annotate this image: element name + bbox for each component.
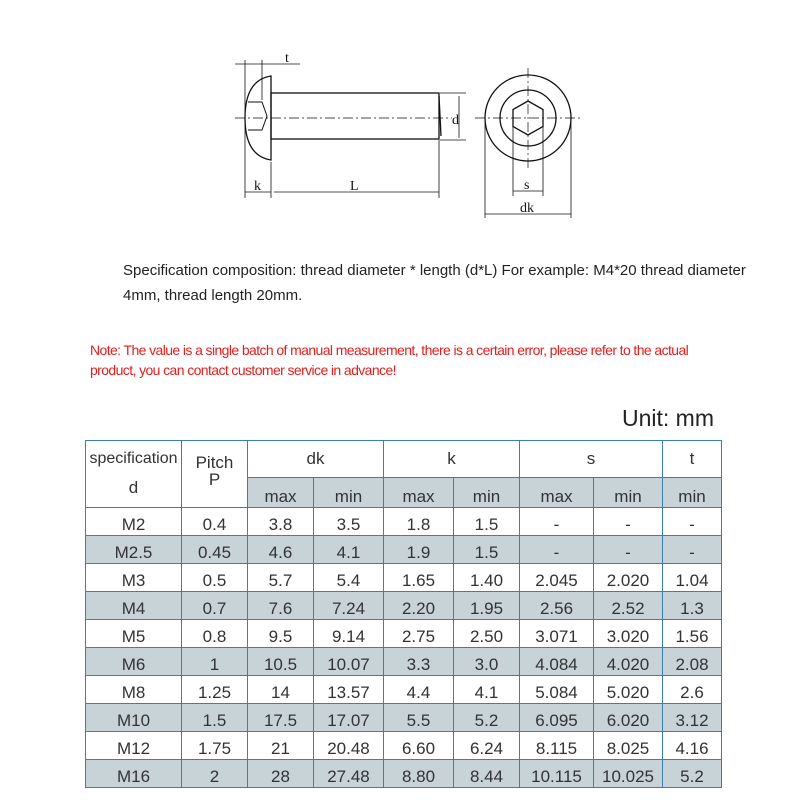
value-cell: 5.5 — [384, 704, 454, 732]
subheader-cell: max — [248, 478, 314, 508]
value-cell: 2.020 — [594, 564, 663, 592]
value-cell: - — [520, 508, 594, 536]
header-spec-label: specification — [89, 450, 178, 467]
value-cell: 0.4 — [182, 508, 248, 536]
table-row — [86, 648, 722, 676]
size-cell: M2.5 — [86, 536, 182, 564]
table-row — [86, 592, 722, 620]
value-cell: 27.48 — [314, 760, 384, 788]
subheader-cell: min — [314, 478, 384, 508]
value-cell: 3.5 — [314, 508, 384, 536]
value-cell: 5.084 — [520, 676, 594, 704]
specification-text: Specification composition: thread diameter * length (d*L) For example: M4*20 thread diameter 4mm, thread length 20mm. — [123, 262, 746, 304]
value-cell: 10.07 — [314, 648, 384, 676]
value-cell: 9.5 — [248, 620, 314, 648]
subheader-cell: max — [520, 478, 594, 508]
value-cell: 0.5 — [182, 564, 248, 592]
value-cell: 8.44 — [454, 760, 520, 788]
value-cell: 5.2 — [454, 704, 520, 732]
size-cell: M12 — [86, 732, 182, 760]
value-cell: 5.2 — [663, 760, 722, 788]
value-cell: 2 — [182, 760, 248, 788]
value-cell: 8.025 — [594, 732, 663, 760]
value-cell: 17.07 — [314, 704, 384, 732]
value-cell: 1.5 — [454, 508, 520, 536]
value-cell: 28 — [248, 760, 314, 788]
table-row — [86, 676, 722, 704]
header-specification — [86, 441, 182, 508]
value-cell: 5.4 — [314, 564, 384, 592]
value-cell: 6.020 — [594, 704, 663, 732]
value-cell: 1.04 — [663, 564, 722, 592]
value-cell: 5.020 — [594, 676, 663, 704]
value-cell: 3.071 — [520, 620, 594, 648]
value-cell: - — [520, 536, 594, 564]
value-cell: 1.40 — [454, 564, 520, 592]
value-cell: 7.24 — [314, 592, 384, 620]
subheader-cell: max — [384, 478, 454, 508]
header-pitch-label: Pitch — [195, 453, 234, 472]
value-cell: 10.115 — [520, 760, 594, 788]
label-L: L — [350, 179, 359, 194]
header-k: k — [384, 441, 520, 478]
subheader-cell: min — [663, 478, 722, 508]
value-cell: 10.025 — [594, 760, 663, 788]
value-cell: 17.5 — [248, 704, 314, 732]
measurement-note: Note: The value is a single batch of manual measurement, there is a certain error, please refer to the actual product, you can contact customer service in advance! — [90, 342, 689, 378]
size-cell: M10 — [86, 704, 182, 732]
label-t: t — [285, 51, 289, 66]
value-cell: 0.8 — [182, 620, 248, 648]
size-cell: M5 — [86, 620, 182, 648]
size-cell: M6 — [86, 648, 182, 676]
value-cell: - — [594, 508, 663, 536]
table-row — [86, 564, 722, 592]
value-cell: 2.75 — [384, 620, 454, 648]
value-cell: 1.95 — [454, 592, 520, 620]
value-cell: 7.6 — [248, 592, 314, 620]
size-cell: M4 — [86, 592, 182, 620]
size-cell: M2 — [86, 508, 182, 536]
value-cell: 1.8 — [384, 508, 454, 536]
size-cell: M8 — [86, 676, 182, 704]
value-cell: 8.115 — [520, 732, 594, 760]
value-cell: 4.020 — [594, 648, 663, 676]
value-cell: 3.3 — [384, 648, 454, 676]
value-cell: 2.52 — [594, 592, 663, 620]
screw-diagram — [230, 40, 590, 220]
value-cell: 4.16 — [663, 732, 722, 760]
dimension-table — [85, 440, 722, 788]
value-cell: 5.7 — [248, 564, 314, 592]
value-cell: 21 — [248, 732, 314, 760]
value-cell: 13.57 — [314, 676, 384, 704]
value-cell: 1 — [182, 648, 248, 676]
size-cell: M3 — [86, 564, 182, 592]
value-cell: - — [663, 508, 722, 536]
value-cell: 10.5 — [248, 648, 314, 676]
subheader-cell: min — [454, 478, 520, 508]
table-row — [86, 620, 722, 648]
value-cell: 6.095 — [520, 704, 594, 732]
table-row — [86, 508, 722, 536]
value-cell: 6.24 — [454, 732, 520, 760]
value-cell: 3.12 — [663, 704, 722, 732]
value-cell: 1.5 — [454, 536, 520, 564]
size-cell: M16 — [86, 760, 182, 788]
value-cell: 1.25 — [182, 676, 248, 704]
value-cell: 4.084 — [520, 648, 594, 676]
value-cell: 20.48 — [314, 732, 384, 760]
label-s: s — [524, 178, 530, 193]
value-cell: 3.0 — [454, 648, 520, 676]
value-cell: 1.3 — [663, 592, 722, 620]
header-pitch — [182, 441, 248, 508]
value-cell: 3.8 — [248, 508, 314, 536]
value-cell: 3.020 — [594, 620, 663, 648]
value-cell: 1.75 — [182, 732, 248, 760]
value-cell: 1.9 — [384, 536, 454, 564]
value-cell: 14 — [248, 676, 314, 704]
value-cell: 4.1 — [454, 676, 520, 704]
value-cell: 2.56 — [520, 592, 594, 620]
value-cell: 9.14 — [314, 620, 384, 648]
value-cell: 2.08 — [663, 648, 722, 676]
value-cell: 4.4 — [384, 676, 454, 704]
header-pitch-sub: P — [208, 470, 221, 489]
value-cell: 0.45 — [182, 536, 248, 564]
table-row — [86, 732, 722, 760]
value-cell: 2.20 — [384, 592, 454, 620]
table-row — [86, 704, 722, 732]
value-cell: 8.80 — [384, 760, 454, 788]
header-spec-sub: d — [128, 478, 139, 497]
table-row — [86, 536, 722, 564]
value-cell: - — [663, 536, 722, 564]
header-s: s — [520, 441, 663, 478]
label-k: k — [254, 179, 261, 194]
value-cell: 4.1 — [314, 536, 384, 564]
value-cell: - — [594, 536, 663, 564]
value-cell: 1.65 — [384, 564, 454, 592]
value-cell: 4.6 — [248, 536, 314, 564]
header-dk: dk — [248, 441, 384, 478]
label-d: d — [452, 113, 459, 128]
value-cell: 2.045 — [520, 564, 594, 592]
value-cell: 6.60 — [384, 732, 454, 760]
table-row — [86, 760, 722, 788]
value-cell: 1.5 — [182, 704, 248, 732]
value-cell: 0.7 — [182, 592, 248, 620]
value-cell: 2.50 — [454, 620, 520, 648]
value-cell: 1.56 — [663, 620, 722, 648]
label-dk: dk — [520, 201, 534, 216]
header-t: t — [663, 441, 722, 478]
subheader-cell: min — [594, 478, 663, 508]
value-cell: 2.6 — [663, 676, 722, 704]
unit-label: Unit: mm — [622, 405, 714, 431]
